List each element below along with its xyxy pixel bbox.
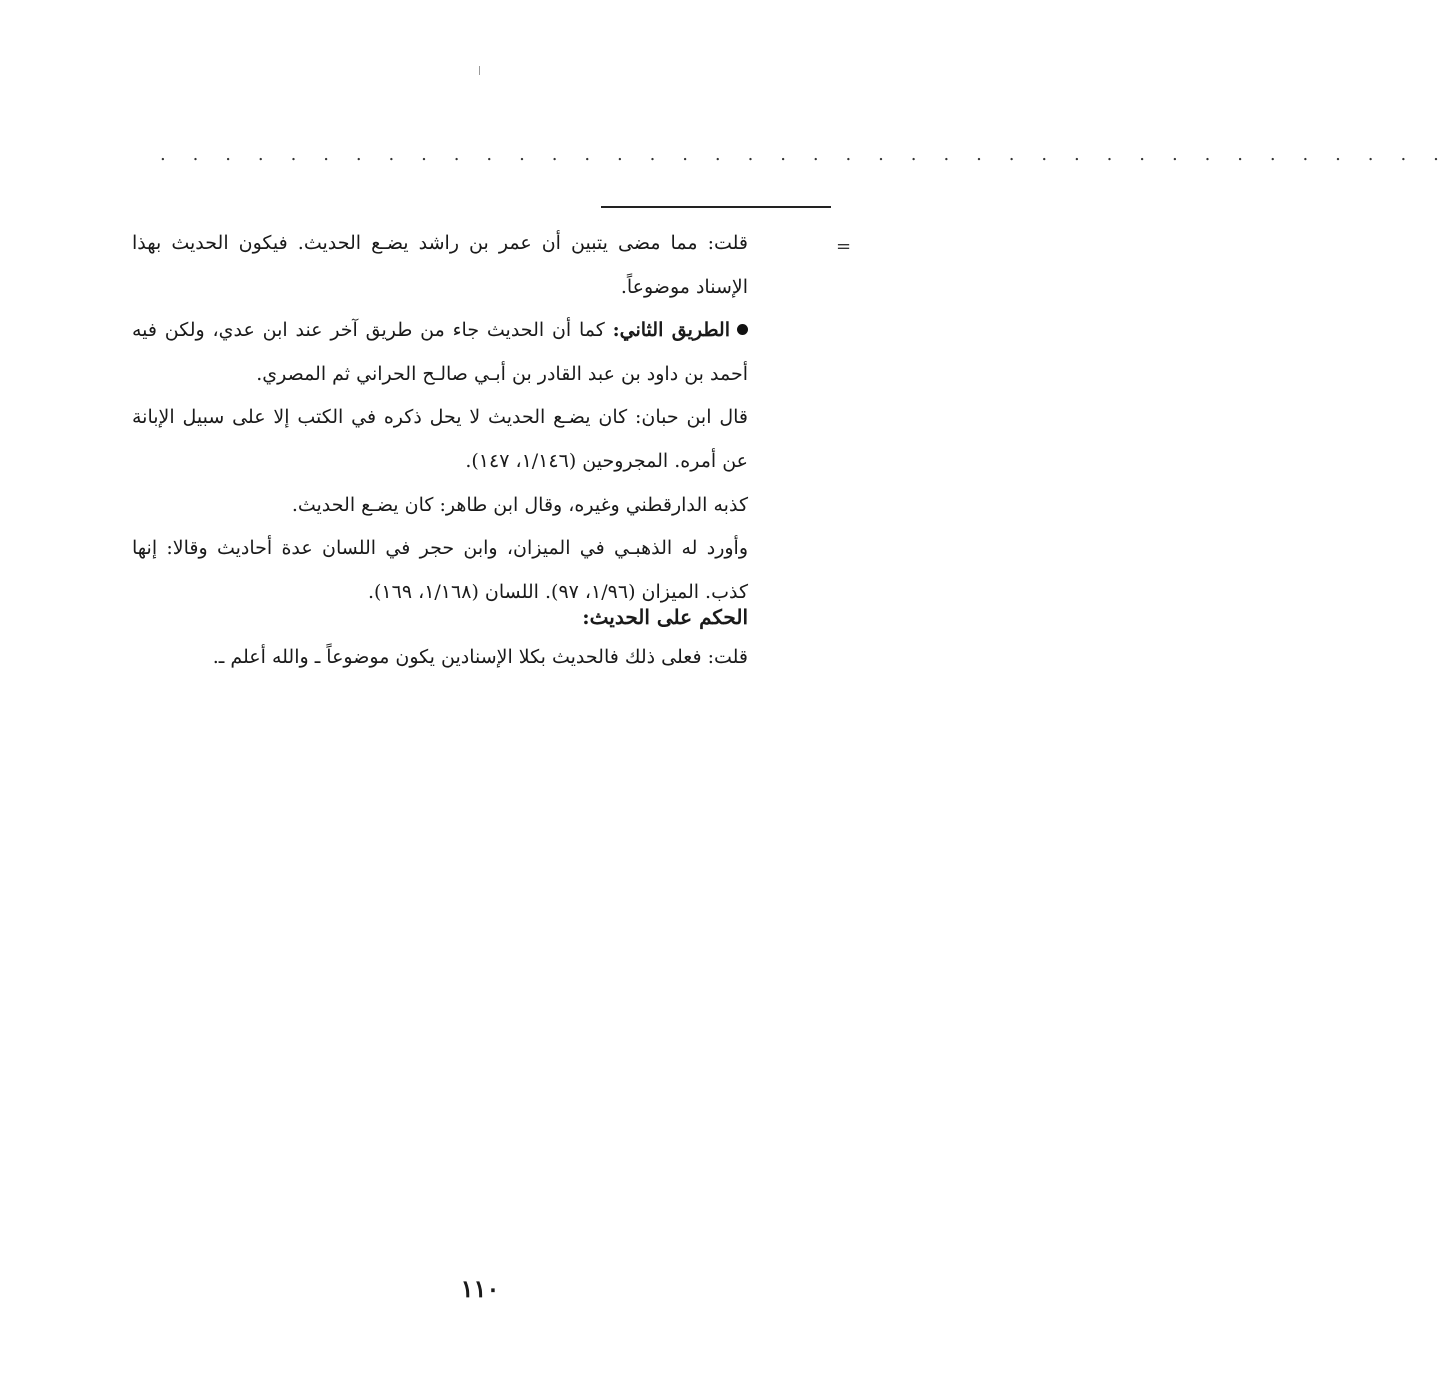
second-route-label: الطريق الثاني: (612, 319, 731, 342)
ruling-text: قلت: فعلى ذلك فالحديث بكلا الإسنادين يكون موضوعاً ـ والله أعلم ـ. (212, 646, 748, 668)
footnote-paragraph: كذبه الدارقطني وغيره، وقال ابن طاهر: كان يضـع الحديث. (291, 493, 748, 516)
footnote-paragraph: وأورد له الذهبـي في الميزان، وابن حجر في اللسان عدة أحاديث وقالا: إنها كذب. الميزان (١/٩٦، ٩٧). اللسان (١/١٦٨، ١٦٩). (132, 537, 748, 603)
footnote-body (132, 222, 748, 614)
dotted-separator: . . . . . . . . . . . . . . . . . . . . . . . . . . . . . . . . . . . . . . . . (160, 144, 1449, 165)
page-number: ١١٠ (460, 1274, 500, 1303)
continuation-mark: = (836, 236, 852, 257)
footnote-rule (601, 206, 831, 208)
footnote-paragraph: قال ابن حبان: كان يضـع الحديث لا يحل ذكره في الكتب إلا على سبيل الإبانة عن أمره. المجروحين (١/١٤٦، ١٤٧). (132, 406, 748, 472)
footnote-paragraph: قلت: مما مضى يتبين أن عمر بن راشد يضـع الحديث. فيكون الحديث بهذا الإسناد موضوعاً. (132, 232, 748, 298)
bullet-icon (737, 324, 748, 335)
top-mark (479, 66, 480, 75)
second-route-text: كما أن الحديث جاء من طريق آخر عند ابن عدي، ولكن فيه أحمد بن داود بن عبد القادر بن أبـي صالـح الحراني ثم المصري. (132, 319, 748, 385)
footnote-paragraph-second-route (132, 309, 748, 396)
ruling-heading: الحكم على الحديث: (582, 605, 748, 629)
